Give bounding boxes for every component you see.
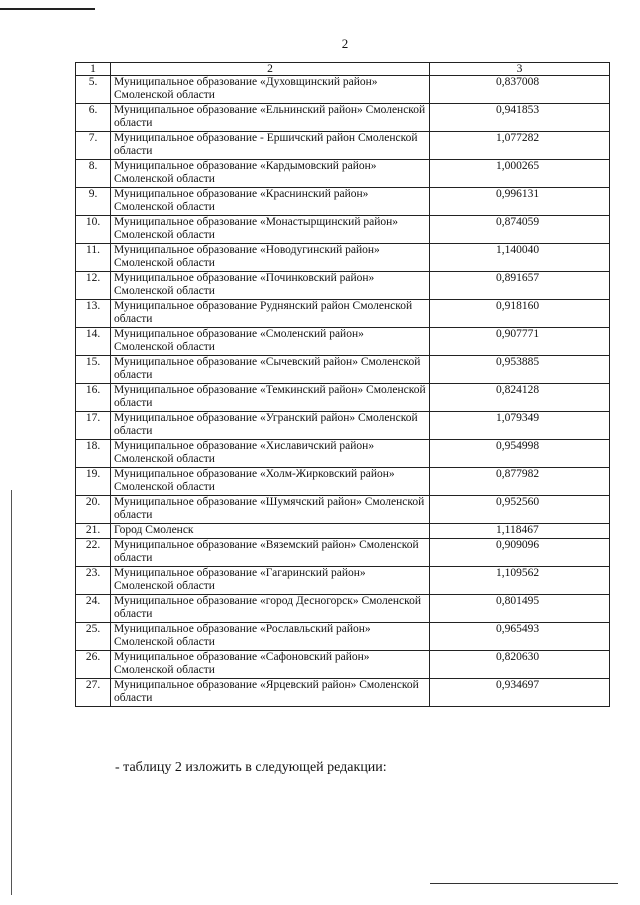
coefficient-value: 0,965493 — [430, 623, 610, 651]
table-row — [76, 468, 610, 496]
municipality-name: Муниципальное образование «Сафоновский район» Смоленской области — [111, 651, 430, 679]
coefficient-value: 1,109562 — [430, 567, 610, 595]
row-number: 13. — [76, 300, 111, 328]
coefficients-table — [75, 62, 610, 707]
table-row — [76, 651, 610, 679]
municipality-name: Муниципальное образование «Краснинский район» Смоленской области — [111, 188, 430, 216]
municipality-name: Муниципальное образование «Смоленский район» Смоленской области — [111, 328, 430, 356]
page-number: 2 — [341, 36, 349, 51]
scan-artifact-line — [11, 490, 12, 895]
coefficient-value: 0,954998 — [430, 440, 610, 468]
municipality-name: Муниципальное образование «Духовщинский район» Смоленской области — [111, 76, 430, 104]
row-number: 14. — [76, 328, 111, 356]
coefficient-value: 0,801495 — [430, 595, 610, 623]
coefficient-value: 0,996131 — [430, 188, 610, 216]
row-number: 9. — [76, 188, 111, 216]
municipality-name: Муниципальное образование «Сычевский район» Смоленской области — [111, 356, 430, 384]
table-row — [76, 524, 610, 539]
table-header-row — [76, 63, 610, 76]
table-row — [76, 567, 610, 595]
table-row — [76, 356, 610, 384]
column-header: 1 — [76, 63, 111, 76]
municipality-name: Муниципальное образование «Хиславичский район» Смоленской области — [111, 440, 430, 468]
table-row — [76, 76, 610, 104]
table-row — [76, 216, 610, 244]
table-row — [76, 623, 610, 651]
municipality-name: Муниципальное образование «Угранский район» Смоленской области — [111, 412, 430, 440]
row-number: 19. — [76, 468, 111, 496]
coefficient-value: 0,934697 — [430, 679, 610, 707]
coefficient-value: 0,918160 — [430, 300, 610, 328]
row-number: 10. — [76, 216, 111, 244]
municipality-name: Город Смоленск — [111, 524, 430, 539]
municipality-name: Муниципальное образование «Починковский район» Смоленской области — [111, 272, 430, 300]
coefficient-value: 0,820630 — [430, 651, 610, 679]
scan-artifact-line — [430, 883, 618, 884]
table-row — [76, 272, 610, 300]
municipality-name: Муниципальное образование Руднянский район Смоленской области — [111, 300, 430, 328]
table-row — [76, 188, 610, 216]
coefficient-value: 1,140040 — [430, 244, 610, 272]
municipality-name: Муниципальное образование - Ершичский район Смоленской области — [111, 132, 430, 160]
coefficient-value: 1,079349 — [430, 412, 610, 440]
row-number: 16. — [76, 384, 111, 412]
coefficient-value: 1,077282 — [430, 132, 610, 160]
row-number: 17. — [76, 412, 111, 440]
coefficient-value: 0,891657 — [430, 272, 610, 300]
table-row — [76, 328, 610, 356]
table-row — [76, 496, 610, 524]
table-row — [76, 300, 610, 328]
column-header: 3 — [430, 63, 610, 76]
municipality-name: Муниципальное образование «Шумячский район» Смоленской области — [111, 496, 430, 524]
municipality-name: Муниципальное образование «Монастырщинский район» Смоленской области — [111, 216, 430, 244]
municipality-name: Муниципальное образование «Рославльский район» Смоленской области — [111, 623, 430, 651]
row-number: 5. — [76, 76, 111, 104]
row-number: 6. — [76, 104, 111, 132]
row-number: 22. — [76, 539, 111, 567]
row-number: 25. — [76, 623, 111, 651]
municipality-name: Муниципальное образование «город Десногорск» Смоленской области — [111, 595, 430, 623]
row-number: 8. — [76, 160, 111, 188]
row-number: 21. — [76, 524, 111, 539]
table-row — [76, 244, 610, 272]
table-row — [76, 539, 610, 567]
municipality-name: Муниципальное образование «Гагаринский район» Смоленской области — [111, 567, 430, 595]
coefficient-value: 0,907771 — [430, 328, 610, 356]
row-number: 24. — [76, 595, 111, 623]
municipality-name: Муниципальное образование «Ельнинский район» Смоленской области — [111, 104, 430, 132]
row-number: 23. — [76, 567, 111, 595]
row-number: 20. — [76, 496, 111, 524]
instruction-text: - таблицу 2 изложить в следующей редакции: — [115, 760, 387, 775]
row-number: 26. — [76, 651, 111, 679]
coefficient-value: 0,909096 — [430, 539, 610, 567]
table-row — [76, 160, 610, 188]
row-number: 11. — [76, 244, 111, 272]
coefficient-value: 0,877982 — [430, 468, 610, 496]
row-number: 27. — [76, 679, 111, 707]
coefficient-value: 0,874059 — [430, 216, 610, 244]
row-number: 18. — [76, 440, 111, 468]
table-row — [76, 412, 610, 440]
coefficient-value: 0,941853 — [430, 104, 610, 132]
table-row — [76, 679, 610, 707]
table-row — [76, 104, 610, 132]
row-number: 15. — [76, 356, 111, 384]
row-number: 7. — [76, 132, 111, 160]
coefficient-value: 0,824128 — [430, 384, 610, 412]
coefficient-value: 1,118467 — [430, 524, 610, 539]
coefficient-value: 0,952560 — [430, 496, 610, 524]
table-row — [76, 384, 610, 412]
coefficient-value: 1,000265 — [430, 160, 610, 188]
municipality-name: Муниципальное образование «Ярцевский район» Смоленской области — [111, 679, 430, 707]
column-header: 2 — [111, 63, 430, 76]
coefficient-value: 0,953885 — [430, 356, 610, 384]
municipality-name: Муниципальное образование «Темкинский район» Смоленской области — [111, 384, 430, 412]
municipality-name: Муниципальное образование «Новодугинский район» Смоленской области — [111, 244, 430, 272]
municipality-name: Муниципальное образование «Вяземский район» Смоленской области — [111, 539, 430, 567]
scan-artifact-line — [0, 8, 95, 10]
municipality-name: Муниципальное образование «Кардымовский район» Смоленской области — [111, 160, 430, 188]
table-row — [76, 440, 610, 468]
row-number: 12. — [76, 272, 111, 300]
municipality-name: Муниципальное образование «Холм-Жирковский район» Смоленской области — [111, 468, 430, 496]
table-row — [76, 132, 610, 160]
table-row — [76, 595, 610, 623]
coefficient-value: 0,837008 — [430, 76, 610, 104]
